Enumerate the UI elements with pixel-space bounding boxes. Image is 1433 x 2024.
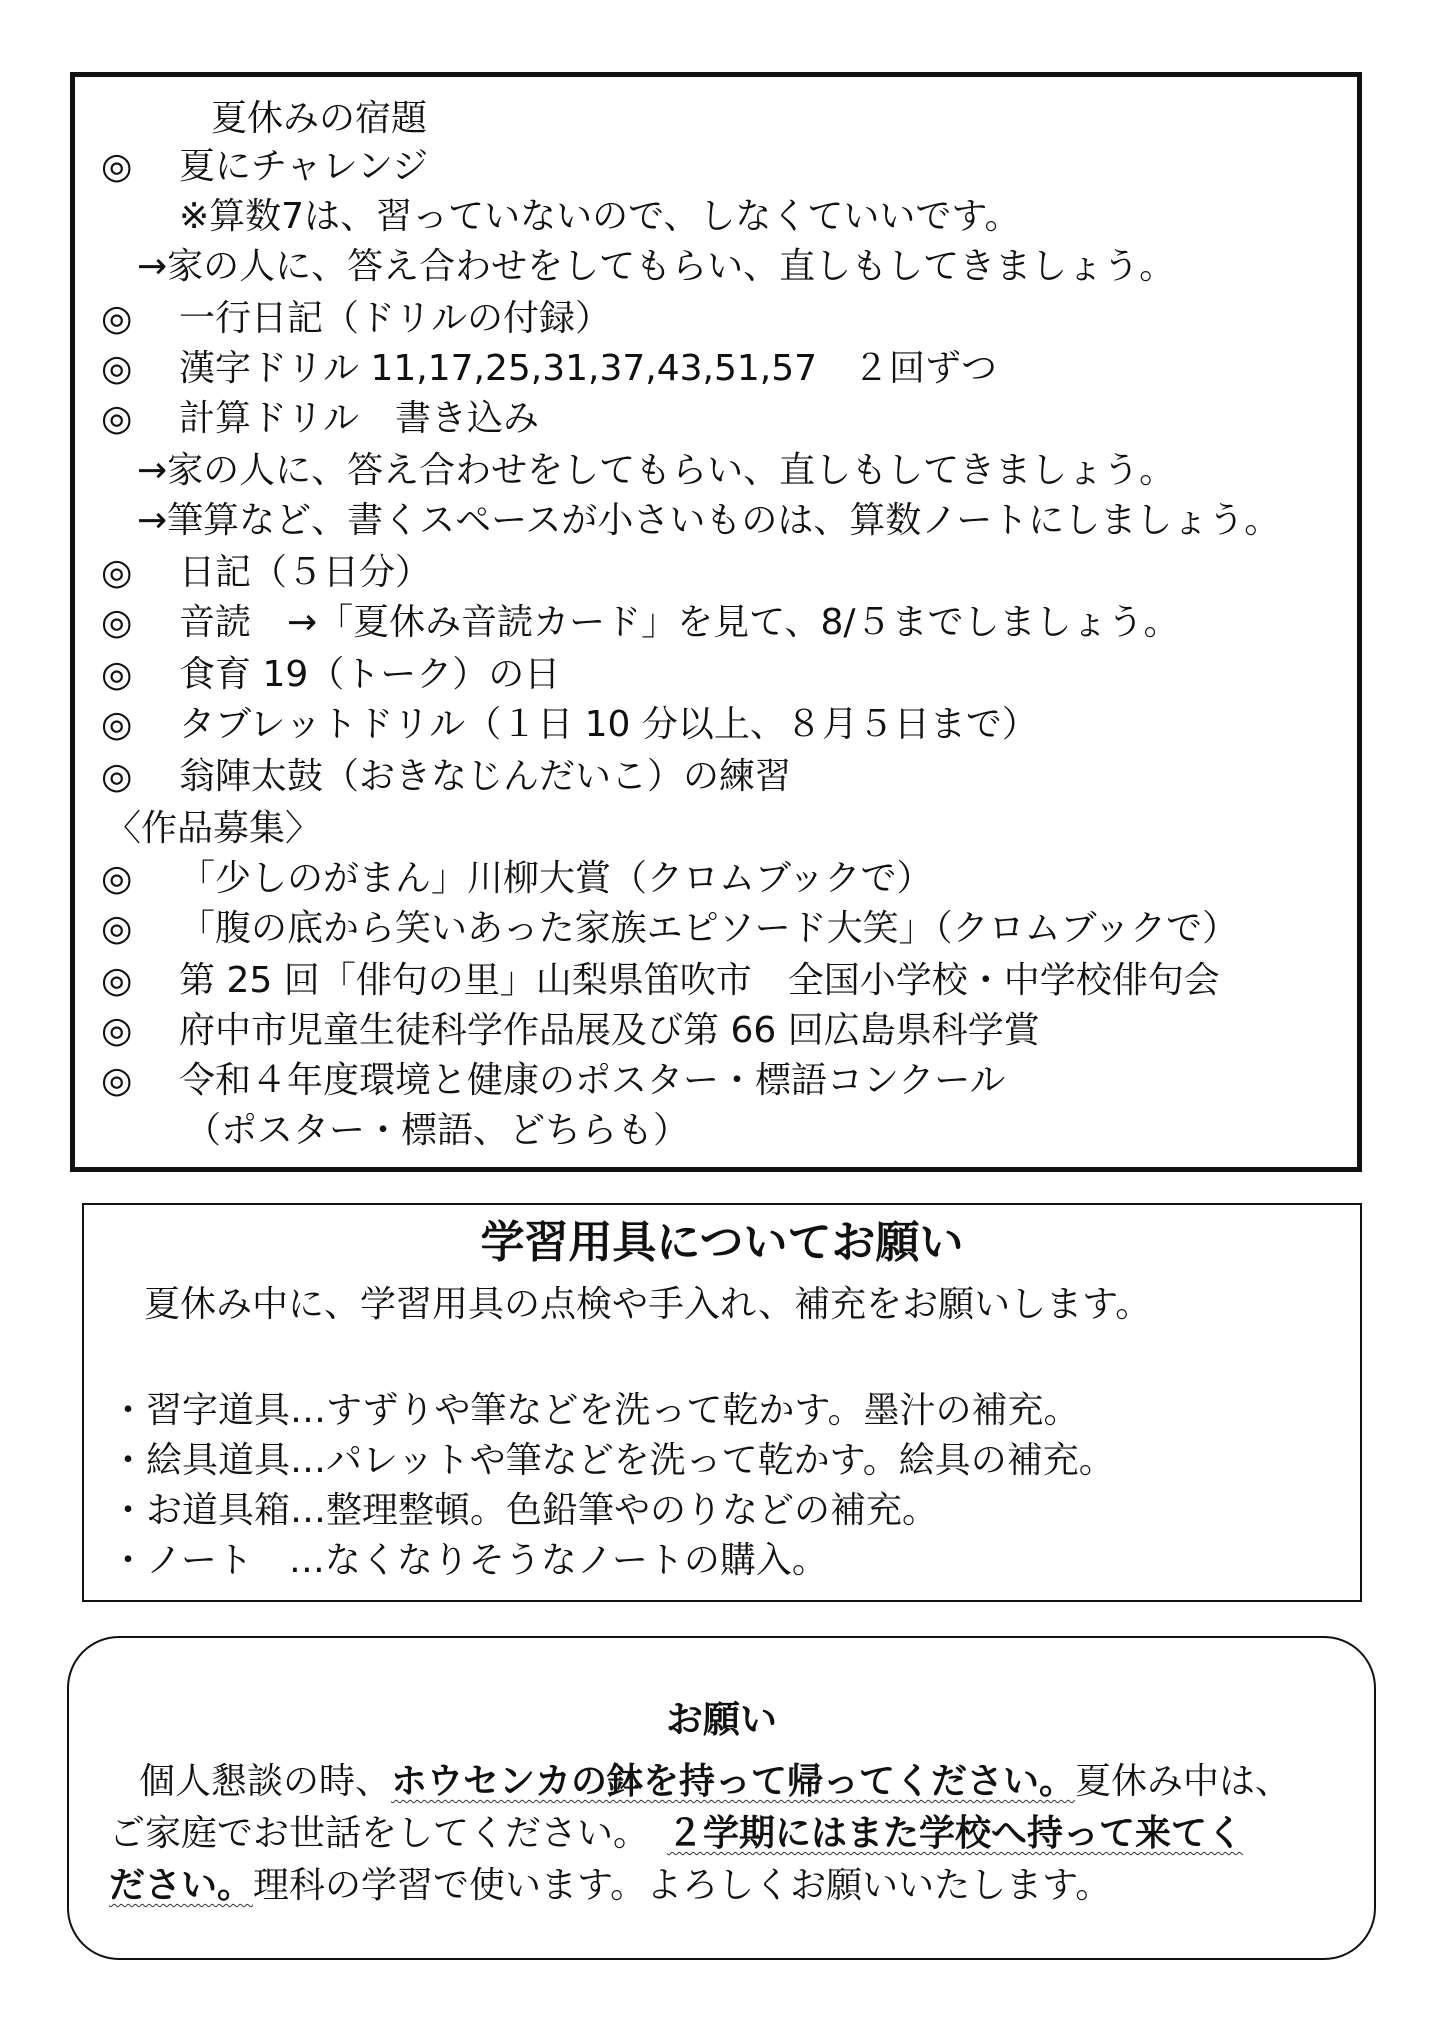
emphasis-text: ホウセンカの鉢を持って帰ってください。: [391, 1761, 1076, 1802]
list-item: （ポスター・標語、どちらも）: [185, 1110, 690, 1151]
bullet-mark: ◎: [101, 908, 133, 949]
supplies-title: 学習用具についてお願い: [480, 1217, 964, 1268]
bullet-mark: ◎: [101, 756, 133, 797]
bullet-mark: ◎: [101, 654, 133, 695]
list-item: →筆算など、書くスペースが小さいものは、算数ノートにしましょう。: [137, 500, 1281, 541]
emphasis-text: ださい。: [109, 1865, 254, 1906]
bullet-mark: ◎: [101, 1060, 133, 1101]
request-title: お願い: [666, 1698, 777, 1741]
list-item: →家の人に、答え合わせをしてもらい、直しもしてきましょう。: [137, 246, 1176, 287]
works-heading: 〈作品募集〉: [105, 808, 322, 849]
list-item: →家の人に、答え合わせをしてもらい、直しもしてきましょう。: [137, 450, 1176, 491]
list-item: ・ノート …なくなりそうなノートの購入。: [110, 1540, 828, 1581]
bullet-mark: ◎: [101, 552, 133, 593]
bullet-mark: ◎: [101, 398, 133, 439]
bullet-mark: ◎: [101, 602, 133, 643]
bullet-mark: ◎: [101, 858, 133, 899]
list-item: ・習字道具…すずりや筆などを洗って乾かす。墨汁の補充。: [110, 1390, 1080, 1431]
homework-box: 夏休みの宿題 ◎ 夏にチャレンジ ※算数7は、習っていないので、しなくていいです。 →家の人に、答え合わせをしてもらい、直しもしてきましょう。 ◎ 一行日記（ドリルの付録） ◎ 漢字ドリル 11,17,25,31,37,43,51,57 ２回ずつ ◎ 計算ドリル 書き込み →家の人に、答え合わせをしてもらい、直しもしてきましょう。 →筆算など、書くスペースが小さいものは、算数ノートにしましょう。 ◎ 日記（５日分） ◎ 音読 →「夏休み音読カード」を見て、8/５までしましょう。 ◎ 食育 19（トーク）の日 ◎ タブレットドリル（１日 10 分以上、８月５日まで） ◎ 翁陣太鼓（おきなじんだいこ）の練習 〈作品募集〉 ◎ 「少しのがまん」川柳大賞（クロムブックで） ◎ 「腹の底から笑いあった家族エピソード大笑」（クロムブックで） ◎ 第 25 回「俳句の里」山梨県笛吹市 全国小学校・中学校俳句会 ◎ 府中市児童生徒科学作品展及び第 66 回広島県科学賞 ◎ 令和４年度環境と健康のポスター・標語コンクール （ポスター・標語、どちらも）: [70, 72, 1362, 1172]
bullet-mark: ◎: [101, 146, 133, 187]
homework-title: 夏休みの宿題: [211, 98, 428, 139]
supplies-intro: 夏休み中に、学習用具の点検や手入れ、補充をお願いします。: [144, 1284, 1152, 1325]
supplies-box: [82, 1203, 1362, 1602]
list-item: ※算数7は、習っていないので、しなくていいです。: [179, 196, 1021, 237]
bullet-mark: ◎: [101, 348, 133, 389]
emphasis-text: ２学期にはまた学校へ持って来てく: [667, 1813, 1244, 1854]
bullet-mark: ◎: [101, 298, 133, 339]
list-item: ・絵具道具…パレットや筆などを洗って乾かす。絵具の補充。: [110, 1440, 1115, 1481]
request-paragraph: 個人懇談の時、ホウセンカの鉢を持って帰ってください。夏休み中は、 ご家庭でお世話をしてください。 ２学期にはまた学校へ持って来てく ださい。理科の学習で使います。よろしくお願いいたします。: [109, 1761, 1292, 1906]
bullet-mark: ◎: [101, 960, 133, 1001]
list-item: ・お道具箱…整理整頓。色鉛筆やのりなどの補充。: [110, 1490, 939, 1531]
bullet-mark: ◎: [101, 1010, 133, 1051]
bullet-mark: ◎: [101, 704, 133, 745]
request-box: [67, 1636, 1376, 1960]
